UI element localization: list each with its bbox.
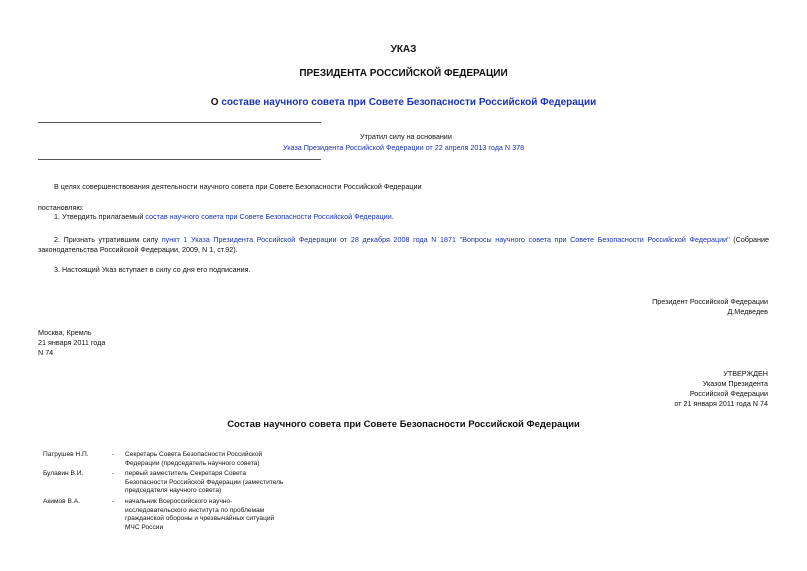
signing-place: Москва, Кремль: [38, 328, 92, 337]
signing-date: 21 января 2011 года: [38, 338, 106, 347]
item-1-text: 1. Утвердить прилагаемый: [54, 212, 146, 221]
item-2-link[interactable]: пункт 1 Указа Президента Российской Федерации от 28 декабря 2008 года N 1871 "Вопросы научного совета при Совете Безопасности Российской Федерации": [161, 235, 730, 244]
preamble: В целях совершенствования деятельности научного совета при Совете Безопасности Российской Федерации: [54, 182, 422, 191]
member-position: первый заместитель Секретаря Совета Безопасности Российской Федерации (заместитель председателя научного совета): [125, 470, 284, 495]
decree-subject: [0, 97, 807, 108]
item-2-text: 2. Признать утратившим силу: [54, 235, 162, 244]
approved-by: Указом Президента: [702, 379, 768, 388]
member-dash: -: [112, 498, 115, 505]
status-label: Утратил силу на основании: [360, 132, 452, 141]
status-bottom-rule: [38, 159, 321, 160]
decree-subject-prefix: О: [210, 97, 222, 108]
member-name: Булавин В.И.: [43, 470, 84, 477]
member-position: начальник Всероссийского научно-исследовательского института по проблемам гражданской обороны и чрезвычайных ситуаций МЧС России: [125, 498, 275, 531]
status-top-rule: [38, 122, 321, 123]
approved-country: Российской Федерации: [689, 389, 768, 398]
member-dash: -: [112, 451, 115, 458]
decree-word: постановляю:: [38, 203, 84, 212]
item-2: [38, 235, 769, 255]
composition-title: Состав научного совета при Совете Безопасности Российской Федерации: [227, 419, 580, 430]
member-name: Патрушев Н.П.: [43, 451, 89, 458]
item-1-link[interactable]: состав научного совета при Совете Безопасности Российской Федерации: [145, 212, 392, 221]
issuer-title: ПРЕЗИДЕНТА РОССИЙСКОЙ ФЕДЕРАЦИИ: [299, 68, 508, 79]
item-1-suffix: .: [391, 212, 394, 221]
member-dash: -: [112, 470, 115, 477]
item-1: [38, 212, 769, 222]
item-2-suffix: (Собрание законодательства Российской Федерации, 2009, N 1, ст.92).: [38, 235, 769, 254]
signatory-name: Д.Медведев: [727, 307, 768, 316]
document-type-title: УКАЗ: [390, 44, 417, 55]
member-position: Секретарь Совета Безопасности Российской Федерации (председатель научного совета): [125, 451, 263, 467]
signatory-position: Президент Российской Федерации: [652, 297, 768, 306]
member-name: Акимов В.А.: [43, 498, 80, 505]
approved-date: от 21 января 2011 года N 74: [674, 399, 768, 408]
status-repeal-link[interactable]: Указа Президента Российской Федерации от 22 апреля 2013 года N 378: [283, 143, 525, 152]
item-3: 3. Настоящий Указ вступает в силу со дня его подписания.: [54, 265, 251, 274]
decree-subject-link[interactable]: составе научного совета при Совете Безопасности Российской Федерации: [221, 97, 597, 108]
decree-number: N 74: [38, 348, 54, 357]
approved-label: УТВЕРЖДЕН: [723, 369, 768, 378]
